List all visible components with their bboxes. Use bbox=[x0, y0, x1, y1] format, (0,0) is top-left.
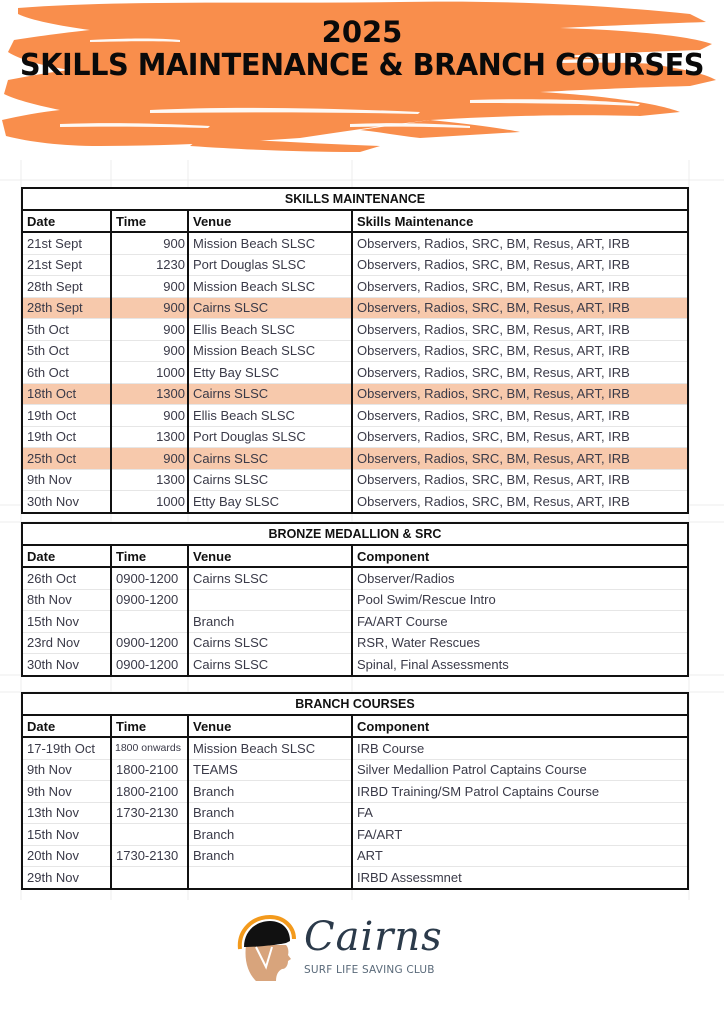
cell-detail: Observers, Radios, SRC, BM, Resus, ART, IRB bbox=[352, 469, 688, 491]
cell-date: 29th Nov bbox=[22, 867, 111, 889]
cell-time bbox=[111, 611, 188, 633]
col-header-venue: Venue bbox=[188, 545, 352, 567]
col-header-date: Date bbox=[22, 210, 111, 232]
cell-detail: ART bbox=[352, 845, 688, 867]
cell-time: 1000 bbox=[111, 362, 188, 384]
logo-wordmark: Cairns bbox=[304, 914, 443, 960]
column-header-row bbox=[22, 545, 688, 567]
cell-time bbox=[111, 867, 188, 889]
cell-venue: Port Douglas SLSC bbox=[188, 254, 352, 276]
cell-venue: Branch bbox=[188, 802, 352, 824]
table-row bbox=[22, 405, 688, 427]
table-row bbox=[22, 297, 688, 319]
section-title: BRONZE MEDALLION & SRC bbox=[22, 523, 688, 545]
cell-time: 900 bbox=[111, 405, 188, 427]
col-header-time: Time bbox=[111, 715, 188, 737]
cell-date: 9th Nov bbox=[22, 469, 111, 491]
cell-venue: Branch bbox=[188, 611, 352, 633]
cell-venue: Mission Beach SLSC bbox=[188, 232, 352, 254]
cell-detail: Observers, Radios, SRC, BM, Resus, ART, IRB bbox=[352, 491, 688, 513]
cell-venue: Branch bbox=[188, 845, 352, 867]
table-row bbox=[22, 491, 688, 513]
cell-detail: FA/ART bbox=[352, 824, 688, 846]
header-banner bbox=[0, 0, 724, 160]
table-row bbox=[22, 362, 688, 384]
cell-detail: Observers, Radios, SRC, BM, Resus, ART, IRB bbox=[352, 448, 688, 470]
cell-time: 1800-2100 bbox=[111, 759, 188, 781]
section-title: SKILLS MAINTENANCE bbox=[22, 188, 688, 210]
section-title-row bbox=[22, 188, 688, 210]
table-row bbox=[22, 383, 688, 405]
cell-date: 13th Nov bbox=[22, 802, 111, 824]
table-row bbox=[22, 802, 688, 824]
cell-detail: FA bbox=[352, 802, 688, 824]
cell-time: 0900-1200 bbox=[111, 632, 188, 654]
bronze-medallion-table bbox=[21, 522, 689, 677]
cell-date: 18th Oct bbox=[22, 383, 111, 405]
col-header-time: Time bbox=[111, 210, 188, 232]
cell-date: 8th Nov bbox=[22, 589, 111, 611]
table-row bbox=[22, 781, 688, 803]
col-header-date: Date bbox=[22, 715, 111, 737]
table-row bbox=[22, 254, 688, 276]
cell-time: 0900-1200 bbox=[111, 654, 188, 676]
cell-time: 1730-2130 bbox=[111, 802, 188, 824]
table-row bbox=[22, 469, 688, 491]
cell-detail: Observers, Radios, SRC, BM, Resus, ART, IRB bbox=[352, 340, 688, 362]
cell-date: 30th Nov bbox=[22, 491, 111, 513]
cell-detail: Observers, Radios, SRC, BM, Resus, ART, IRB bbox=[352, 276, 688, 298]
cell-date: 5th Oct bbox=[22, 340, 111, 362]
table-row bbox=[22, 654, 688, 676]
title-year: 2025 bbox=[321, 15, 403, 49]
cell-date: 28th Sept bbox=[22, 276, 111, 298]
cell-venue: Mission Beach SLSC bbox=[188, 340, 352, 362]
cell-detail: IRBD Assessmnet bbox=[352, 867, 688, 889]
cell-time: 0900-1200 bbox=[111, 589, 188, 611]
col-header-date: Date bbox=[22, 545, 111, 567]
cell-venue: Cairns SLSC bbox=[188, 567, 352, 589]
cell-detail: Observers, Radios, SRC, BM, Resus, ART, IRB bbox=[352, 254, 688, 276]
cell-detail: Observers, Radios, SRC, BM, Resus, ART, IRB bbox=[352, 383, 688, 405]
cell-date: 20th Nov bbox=[22, 845, 111, 867]
cell-venue: Etty Bay SLSC bbox=[188, 362, 352, 384]
cell-time: 1800 onwards bbox=[111, 737, 188, 759]
club-logo bbox=[236, 915, 456, 985]
cell-time: 900 bbox=[111, 448, 188, 470]
cell-date: 5th Oct bbox=[22, 319, 111, 341]
skills-maintenance-table bbox=[21, 187, 689, 514]
column-header-row bbox=[22, 715, 688, 737]
column-header-row bbox=[22, 210, 688, 232]
cell-date: 30th Nov bbox=[22, 654, 111, 676]
cell-venue bbox=[188, 589, 352, 611]
cell-detail: Pool Swim/Rescue Intro bbox=[352, 589, 688, 611]
cell-date: 19th Oct bbox=[22, 405, 111, 427]
branch-courses-table bbox=[21, 692, 689, 890]
table-row bbox=[22, 340, 688, 362]
cell-date: 15th Nov bbox=[22, 611, 111, 633]
cell-date: 21st Sept bbox=[22, 254, 111, 276]
table-row bbox=[22, 567, 688, 589]
cell-date: 9th Nov bbox=[22, 781, 111, 803]
section-title-row bbox=[22, 523, 688, 545]
table-row bbox=[22, 867, 688, 889]
cell-venue: Branch bbox=[188, 824, 352, 846]
cell-detail: IRB Course bbox=[352, 737, 688, 759]
cell-date: 15th Nov bbox=[22, 824, 111, 846]
cell-venue: Cairns SLSC bbox=[188, 383, 352, 405]
cell-date: 23rd Nov bbox=[22, 632, 111, 654]
lifesaver-head-cap-icon bbox=[236, 915, 300, 985]
cell-date: 26th Oct bbox=[22, 567, 111, 589]
cell-time: 1300 bbox=[111, 469, 188, 491]
cell-date: 21st Sept bbox=[22, 232, 111, 254]
cell-time: 0900-1200 bbox=[111, 567, 188, 589]
cell-time: 900 bbox=[111, 340, 188, 362]
table-row bbox=[22, 426, 688, 448]
cell-detail: RSR, Water Rescues bbox=[352, 632, 688, 654]
cell-venue: Ellis Beach SLSC bbox=[188, 319, 352, 341]
cell-date: 9th Nov bbox=[22, 759, 111, 781]
cell-detail: Observer/Radios bbox=[352, 567, 688, 589]
cell-date: 25th Oct bbox=[22, 448, 111, 470]
cell-detail: Observers, Radios, SRC, BM, Resus, ART, IRB bbox=[352, 232, 688, 254]
cell-venue: Port Douglas SLSC bbox=[188, 426, 352, 448]
cell-date: 28th Sept bbox=[22, 297, 111, 319]
cell-time: 900 bbox=[111, 319, 188, 341]
table-row bbox=[22, 632, 688, 654]
cell-time: 1000 bbox=[111, 491, 188, 513]
cell-time: 1230 bbox=[111, 254, 188, 276]
cell-venue: Mission Beach SLSC bbox=[188, 737, 352, 759]
cell-time: 900 bbox=[111, 297, 188, 319]
cell-detail: Observers, Radios, SRC, BM, Resus, ART, IRB bbox=[352, 319, 688, 341]
table-row bbox=[22, 824, 688, 846]
table-row bbox=[22, 845, 688, 867]
col-header-component: Component bbox=[352, 715, 688, 737]
table-row bbox=[22, 276, 688, 298]
cell-venue: Ellis Beach SLSC bbox=[188, 405, 352, 427]
table-row bbox=[22, 611, 688, 633]
cell-venue: Cairns SLSC bbox=[188, 654, 352, 676]
section-title: BRANCH COURSES bbox=[22, 693, 688, 715]
cell-venue: Etty Bay SLSC bbox=[188, 491, 352, 513]
table-row bbox=[22, 759, 688, 781]
cell-detail: FA/ART Course bbox=[352, 611, 688, 633]
cell-detail: Observers, Radios, SRC, BM, Resus, ART, IRB bbox=[352, 362, 688, 384]
cell-time bbox=[111, 824, 188, 846]
col-header-skills: Skills Maintenance bbox=[352, 210, 688, 232]
cell-time: 1300 bbox=[111, 426, 188, 448]
logo-subtitle: SURF LIFE SAVING CLUB bbox=[304, 964, 435, 976]
cell-detail: IRBD Training/SM Patrol Captains Course bbox=[352, 781, 688, 803]
col-header-venue: Venue bbox=[188, 715, 352, 737]
page-title bbox=[0, 15, 724, 83]
cell-detail: Spinal, Final Assessments bbox=[352, 654, 688, 676]
table-row bbox=[22, 448, 688, 470]
table-row bbox=[22, 737, 688, 759]
cell-date: 6th Oct bbox=[22, 362, 111, 384]
table-row bbox=[22, 589, 688, 611]
cell-date: 17-19th Oct bbox=[22, 737, 111, 759]
cell-date: 19th Oct bbox=[22, 426, 111, 448]
cell-venue: Cairns SLSC bbox=[188, 632, 352, 654]
cell-detail: Observers, Radios, SRC, BM, Resus, ART, IRB bbox=[352, 426, 688, 448]
cell-venue bbox=[188, 867, 352, 889]
col-header-time: Time bbox=[111, 545, 188, 567]
cell-time: 900 bbox=[111, 276, 188, 298]
cell-time: 900 bbox=[111, 232, 188, 254]
cell-venue: Cairns SLSC bbox=[188, 469, 352, 491]
cell-venue: Branch bbox=[188, 781, 352, 803]
cell-detail: Silver Medallion Patrol Captains Course bbox=[352, 759, 688, 781]
cell-time: 1300 bbox=[111, 383, 188, 405]
section-title-row bbox=[22, 693, 688, 715]
col-header-component: Component bbox=[352, 545, 688, 567]
col-header-venue: Venue bbox=[188, 210, 352, 232]
table-row bbox=[22, 319, 688, 341]
cell-venue: Cairns SLSC bbox=[188, 448, 352, 470]
cell-detail: Observers, Radios, SRC, BM, Resus, ART, IRB bbox=[352, 405, 688, 427]
cell-venue: TEAMS bbox=[188, 759, 352, 781]
cell-venue: Mission Beach SLSC bbox=[188, 276, 352, 298]
cell-venue: Cairns SLSC bbox=[188, 297, 352, 319]
title-main: SKILLS MAINTENANCE & BRANCH COURSES bbox=[19, 48, 705, 83]
cell-time: 1730-2130 bbox=[111, 845, 188, 867]
cell-detail: Observers, Radios, SRC, BM, Resus, ART, IRB bbox=[352, 297, 688, 319]
table-row bbox=[22, 232, 688, 254]
cell-time: 1800-2100 bbox=[111, 781, 188, 803]
